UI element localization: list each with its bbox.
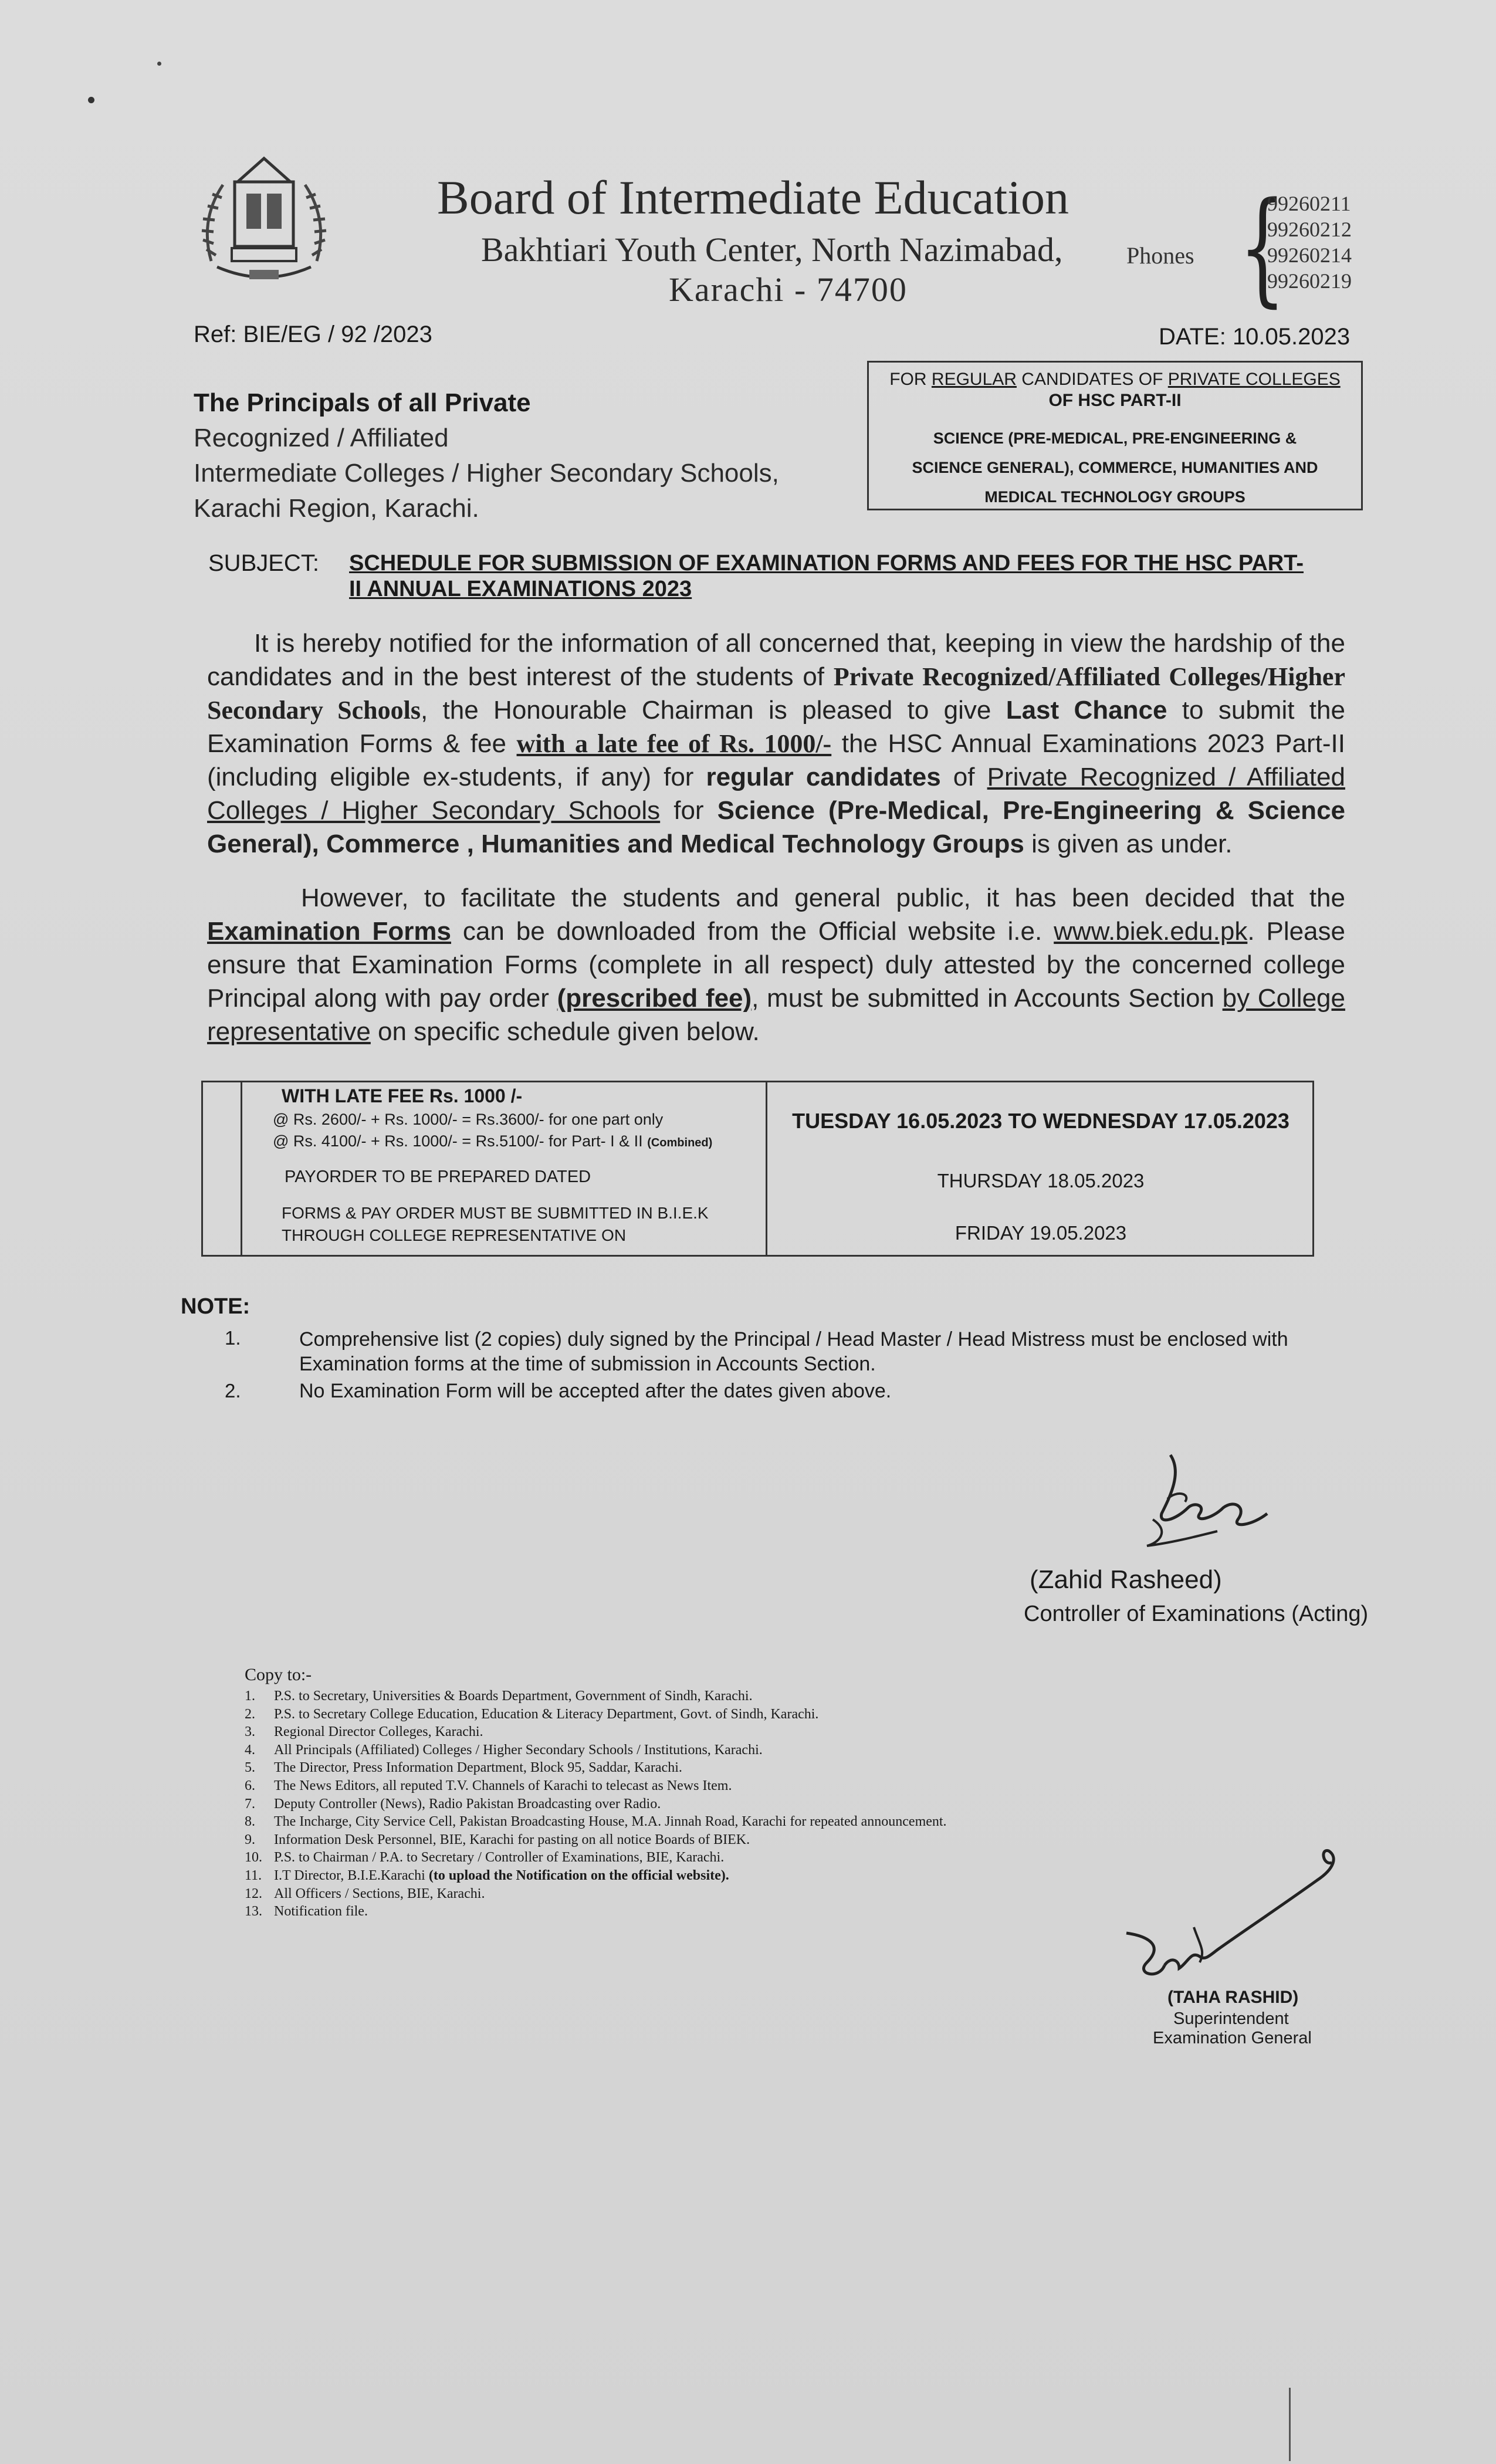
submit-date: FRIDAY 19.05.2023: [955, 1222, 1127, 1244]
addressee-line2: Recognized / Affiliated: [194, 424, 449, 452]
fee-line-1: @ Rs. 2600/- + Rs. 1000/- = Rs.3600/- for one part only: [273, 1111, 664, 1128]
list-item: 4. All Principals (Affiliated) Colleges / Higher Secondary Schools / Institutions, Karachi.: [245, 1742, 763, 1758]
phone-number: 99260211: [1267, 192, 1351, 215]
submission-dates: TUESDAY 16.05.2023 TO WEDNESDAY 17.05.2023: [792, 1109, 1289, 1133]
letter-date: DATE: 10.05.2023: [1159, 324, 1351, 350]
signer2-name: (TAHA RASHID): [1167, 1988, 1299, 2007]
schedule-table-margin: [201, 1081, 242, 1257]
signer1-name: (Zahid Rasheed): [1030, 1565, 1222, 1594]
addressee-line3: Intermediate Colleges / Higher Secondary Schools,: [194, 459, 779, 488]
list-item: 12. All Officers / Sections, BIE, Karachi.: [245, 1886, 485, 1901]
list-item: 7. Deputy Controller (News), Radio Pakistan Broadcasting over Radio.: [245, 1796, 661, 1812]
info-box-part: OF HSC PART-II: [1048, 391, 1182, 410]
payorder-date: THURSDAY 18.05.2023: [937, 1170, 1145, 1192]
body-paragraph-1: It is hereby notified for the information of all concerned that, keeping in view the hardship of the candidates and in the best interest of the students of Private Recognized/Affiliated Colleges/Higher Secondary Schools, the Honourable Chairman is pleased to give Last Chance to submit the Examination Forms & fee with a late fee of Rs. 1000/- the HSC Annual Examinations 2023 Part-II (including eligible ex-students, if any) for regular candidates of Private Recognized / Affiliated Colleges / Higher Secondary Schools for Science (Pre-Medical, Pre-Engineering & Science General), Commerce , Humanities and Medical Technology Groups is given as under.: [207, 629, 1346, 858]
scan-edge-mark: [1289, 2388, 1291, 2461]
copy-to-list: [245, 1687, 947, 1921]
note-item: Comprehensive list (2 copies) duly signed by the Principal / Head Master / Head Mistress must be enclosed with Examination forms at the time of submission in Accounts Section.: [299, 1328, 1288, 1375]
list-item: 3. Regional Director Colleges, Karachi.: [245, 1724, 483, 1740]
payorder-label: PAYORDER TO BE PREPARED DATED: [285, 1167, 591, 1186]
list-item: 6. The News Editors, all reputed T.V. Channels of Karachi to telecast as News Item.: [245, 1778, 732, 1793]
subject-label: SUBJECT:: [208, 550, 319, 576]
list-item: 1. P.S. to Secretary, Universities & Boards Department, Government of Sindh, Karachi.: [245, 1688, 753, 1704]
list-item: 9. Information Desk Personnel, BIE, Karachi for pasting on all notice Boards of BIEK.: [245, 1832, 750, 1847]
list-item: 8. The Incharge, City Service Cell, Pakistan Broadcasting House, M.A. Jinnah Road, Karachi for repeated announcement.: [245, 1814, 947, 1830]
phone-number: 99260212: [1267, 218, 1352, 241]
signer1-title: Controller of Examinations (Acting): [1024, 1602, 1369, 1626]
info-box-line1: FOR REGULAR CANDIDATES OF PRIVATE COLLEGES: [889, 370, 1341, 389]
phone-numbers: [1267, 191, 1352, 294]
info-box-groups: SCIENCE (PRE-MEDICAL, PRE-ENGINEERING & SCIENCE GENERAL), COMMERCE, HUMANITIES AND MEDICAL TECHNOLOGY GROUPS: [912, 429, 1318, 506]
copy-to-label: Copy to:-: [245, 1665, 312, 1684]
subject-text: SCHEDULE FOR SUBMISSION OF EXAMINATION FORMS AND FEES FOR THE HSC PART-II ANNUAL EXAMINATIONS 2023: [349, 551, 1304, 601]
signature-taha-rashid: [1123, 1810, 1358, 1986]
list-item: 11. I.T Director, B.I.E.Karachi (to upload the Notification on the official website).: [245, 1867, 729, 1883]
list-item: 2. P.S. to Secretary College Education, Education & Literacy Department, Govt. of Sindh, Karachi.: [245, 1706, 819, 1722]
signature-zahid-rasheed: [1135, 1449, 1276, 1552]
submit-label-1: FORMS & PAY ORDER MUST BE SUBMITTED IN B.I.E.K: [282, 1204, 709, 1222]
org-address-line2: Karachi - 74700: [669, 270, 908, 309]
fee-line-2: @ Rs. 4100/- + Rs. 1000/- = Rs.5100/- for Part- I & II (Combined): [273, 1132, 713, 1150]
addressee-line4: Karachi Region, Karachi.: [194, 494, 479, 523]
phones-label: Phones: [1126, 242, 1194, 269]
phone-number: 99260219: [1267, 269, 1352, 293]
submit-label-2: THROUGH COLLEGE REPRESENTATIVE ON: [282, 1226, 627, 1244]
board-logo-icon: [194, 150, 334, 287]
body-paragraph-2: However, to facilitate the students and general public, it has been decided that the Examination Forms can be downloaded from the Official website i.e. www.biek.edu.pk. Please ensure that Examination Forms (complete in all respect) duly attested by the concerned college Principal along with pay order (prescribed fee), must be submitted in Accounts Section by College representative on specific schedule given below.: [207, 884, 1346, 1046]
note-label: NOTE:: [181, 1294, 251, 1319]
org-name: Board of Intermediate Education: [437, 171, 1069, 224]
phone-number: 99260214: [1267, 243, 1352, 267]
scan-speck: [157, 62, 161, 66]
website-link[interactable]: www.biek.edu.pk: [1054, 917, 1248, 946]
brace-icon: {: [1238, 175, 1286, 319]
org-address-line1: Bakhtiari Youth Center, North Nazimabad,: [481, 231, 1063, 269]
list-item: 13. Notification file.: [245, 1904, 368, 1920]
candidate-info-box: [867, 361, 1363, 510]
addressee-line1: The Principals of all Private: [194, 388, 531, 417]
note-item: No Examination Form will be accepted after the dates given above.: [299, 1380, 892, 1402]
scan-speck: [88, 97, 94, 103]
list-item: 10. P.S. to Chairman / P.A. to Secretary / Controller of Examinations, BIE, Karachi.: [245, 1850, 725, 1866]
reference-number: Ref: BIE/EG / 92 /2023: [194, 321, 432, 347]
note-number: 1.: [225, 1327, 241, 1349]
late-fee-title: WITH LATE FEE Rs. 1000 /-: [282, 1085, 523, 1106]
list-item: 5. The Director, Press Information Department, Block 95, Saddar, Karachi.: [245, 1760, 682, 1776]
signer2-title-1: Superintendent: [1173, 2009, 1289, 2028]
note-number: 2.: [225, 1380, 241, 1402]
signer2-title-2: Examination General: [1153, 2029, 1312, 2047]
